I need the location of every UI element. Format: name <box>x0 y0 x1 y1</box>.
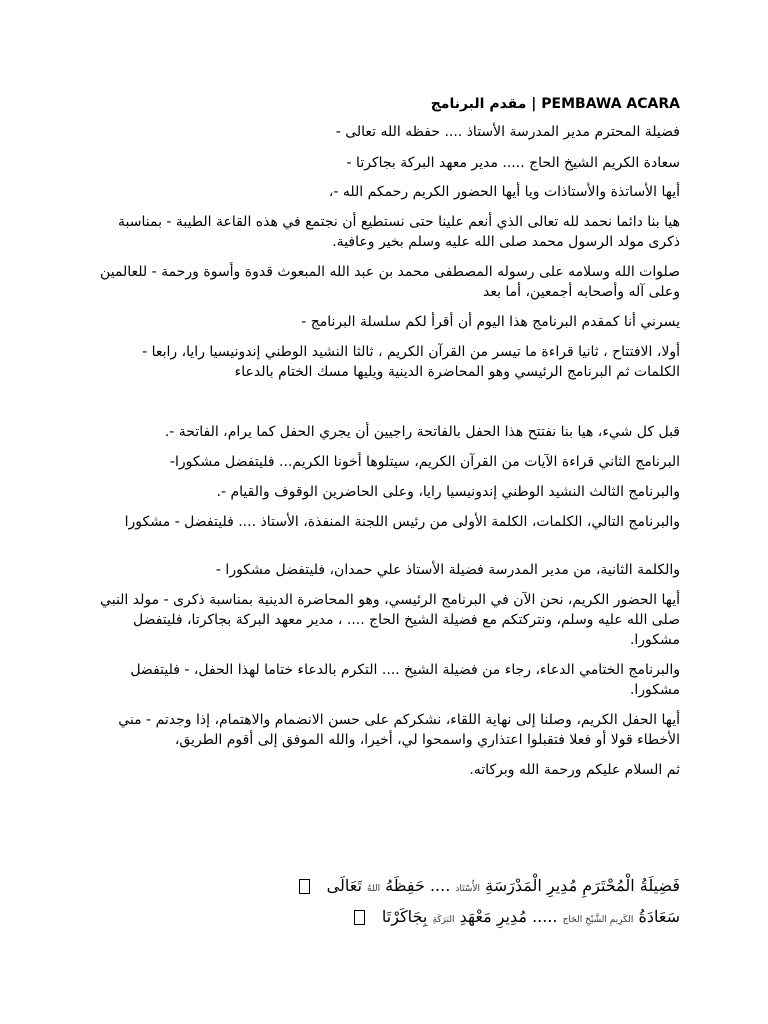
paragraph: أولا، الافتتاح ، ثانيا قراءة ما تيسر من القرآن الكريم ، ثالثا النشيد الوطني إندونيسيا رايا، رابعا - الكلمات ثم البرنامج الرئيسي وهو المحاضرة الدينية ويليها مسك الختام بالدعاء <box>142 344 680 380</box>
paragraph: والكلمة الثانية، من مدير المدرسة فضيلة الأستاذ علي حمدان، فليتفضل مشكورا - <box>215 562 680 578</box>
small-text: البَرَكَةِ <box>432 915 455 925</box>
paragraph: والبرنامج التالي، الكلمات، الكلمة الأولى من رئيس اللجنة المنفذة، الأستاذ .... فليتفضل - مشكورا <box>124 514 680 530</box>
line-text: ..... مُدِيرِ مَعْهَدِ <box>459 907 558 926</box>
paragraph: هيا بنا دائما نحمد لله تعالى الذي أنعم علينا حتى نستطيع أن نجتمع في هذه القاعة الطيبة - بمناسبة ذكرى مولد الرسول محمد صلى الله عليه وسلم بخير وعافية. <box>118 214 680 250</box>
missing-glyph-box-icon <box>354 910 365 925</box>
quranic-style-line <box>300 905 680 932</box>
document-title: PEMBAWA ACARA | مقدم البرنامج <box>430 96 680 112</box>
paragraph: فضيلة المحترم مدير المدرسة الأستاذ .... حفظه الله تعالى - <box>335 124 680 140</box>
line-text: تَعَالَى <box>326 876 362 895</box>
paragraph: سعادة الكريم الشيخ الحاج ..... مدير معهد البركة بجاكرتا - <box>346 155 680 171</box>
paragraph: صلوات الله وسلامه على رسوله المصطفى محمد بن عبد الله المبعوث قدوة وأسوة ورحمة - للعالمين وعلى آله وأصحابه أجمعين، أما بعد <box>100 264 680 300</box>
paragraph: أيها الحفل الكريم، وصلنا إلى نهاية اللقاء، نشكركم على حسن الانضمام والاهتمام، إذا وجدتم - مني الأخطاء قولا أو فعلا فتقبلوا اعتذاري واسمحوا لي، أخيرا، والله الموفق إلى أقوم الطريق، <box>118 712 680 748</box>
line-text: بِجَاكَرْتَا <box>381 907 428 926</box>
line-text: .... حَفِظَهُ <box>385 876 451 895</box>
missing-glyph-box-icon <box>299 879 310 894</box>
paragraph: البرنامج الثاني قراءة الآيات من القرآن الكريم، سيتلوها أخونا الكريم... فليتفضل مشكورا- <box>169 454 680 470</box>
small-text: الكَرِيمِ الشَّيْخِ الحَاج <box>562 915 634 925</box>
line-text: فَضِيلَةُ الْمُحْتَرَمِ مُدِيرِ الْمَدْرَسَةِ <box>485 876 680 895</box>
paragraph: ثم السلام عليكم ورحمة الله وبركاته. <box>469 762 680 778</box>
paragraph: قبل كل شيء، هيا بنا نفتتح هذا الحفل بالفاتحة راجيين أن يجري الحفل كما يرام، الفاتحة -. <box>164 424 680 440</box>
paragraph: والبرنامج الثالث النشيد الوطني إندونيسيا رايا، وعلى الحاضرين الوقوف والقيام -. <box>216 484 680 500</box>
line-text: سَعَادَةُ <box>638 907 680 926</box>
small-text: الأُسْتَاذ <box>455 884 481 894</box>
quranic-style-line <box>300 874 680 901</box>
paragraph: أيها الحضور الكريم، نحن الآن في البرنامج الرئيسي، وهو المحاضرة الدينية بمناسبة ذكرى - مولد النبي صلى الله عليه وسلم، ونتركتكم مع فضيلة الشيخ الحاج .... ، مدير معهد البركة بجاكرتا، فليتفضل مشكورا. <box>100 592 680 648</box>
paragraph: يسرني أنا كمقدم البرنامج هذا اليوم أن أقرأ لكم سلسلة البرنامج - <box>301 314 680 330</box>
small-text: اللهُ <box>367 884 381 894</box>
paragraph: أيها الأساتذة والأستاذات ويا أيها الحضور الكريم رحمكم الله -، <box>328 184 680 200</box>
paragraph: والبرنامج الختامي الدعاء، رجاء من فضيلة الشيخ .... التكرم بالدعاء ختاما لهذا الحفل، - فليتفضل مشكورا. <box>130 662 680 698</box>
